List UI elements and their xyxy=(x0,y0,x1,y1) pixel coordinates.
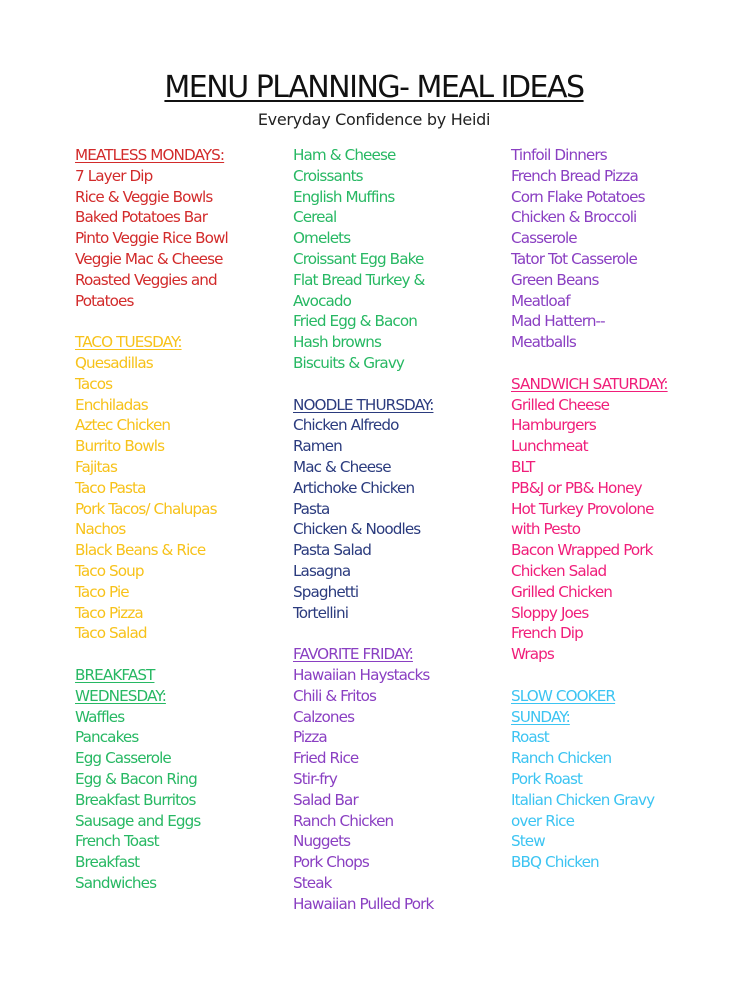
list-item: PB&J or PB& Honey xyxy=(511,478,642,497)
section-wednesday-continued xyxy=(293,145,433,374)
list-item: Cereal xyxy=(293,208,337,227)
section-monday xyxy=(75,145,228,311)
spacer xyxy=(293,623,433,644)
list-item: Meatloaf xyxy=(511,291,570,310)
list-item: Wraps xyxy=(511,645,554,664)
list-item: Baked Potatoes Bar xyxy=(75,208,208,227)
list-item: Chicken Salad xyxy=(511,561,607,580)
list-item: Taco Pasta xyxy=(75,478,146,497)
list-item: Breakfast Burritos xyxy=(75,790,196,809)
list-item: Sandwiches xyxy=(75,873,157,892)
spacer xyxy=(75,644,228,665)
list-item: Fried Egg & Bacon xyxy=(293,312,417,331)
list-item: English Muffins xyxy=(293,187,395,206)
list-item: Stir-fry xyxy=(293,769,337,788)
section-heading: NOODLE THURSDAY: xyxy=(293,395,434,414)
list-item: Pizza xyxy=(293,728,327,747)
list-item: Egg & Bacon Ring xyxy=(75,769,197,788)
list-item: Hash browns xyxy=(293,333,381,352)
list-item: Enchiladas xyxy=(75,395,148,414)
section-sunday xyxy=(511,686,668,873)
list-item: Meatballs xyxy=(511,333,576,352)
section-heading: SANDWICH SATURDAY: xyxy=(511,374,668,393)
list-item: Pork Roast xyxy=(511,769,583,788)
list-item: Mac & Cheese xyxy=(293,457,391,476)
list-item: Egg Casserole xyxy=(75,749,171,768)
list-item: Roast xyxy=(511,728,549,747)
section-tuesday xyxy=(75,332,228,644)
spacer xyxy=(511,353,668,374)
list-item: Croissants xyxy=(293,166,363,185)
list-item: Pinto Veggie Rice Bowl xyxy=(75,229,228,248)
list-item: BLT xyxy=(511,457,535,476)
list-item: Artichoke Chicken xyxy=(293,478,415,497)
column-2 xyxy=(293,145,433,914)
list-item: Casserole xyxy=(511,229,577,248)
list-item: Tortellini xyxy=(293,603,349,622)
list-item: Grilled Chicken xyxy=(511,582,613,601)
list-item: 7 Layer Dip xyxy=(75,166,153,185)
list-item: Taco Pie xyxy=(75,582,129,601)
list-item: Chicken Alfredo xyxy=(293,416,399,435)
list-item: Tinfoil Dinners xyxy=(511,146,607,164)
section-heading: SLOW COOKER xyxy=(511,686,616,705)
section-heading: BREAKFAST xyxy=(75,665,155,684)
list-item: Taco Pizza xyxy=(75,603,143,622)
list-item: Pasta Salad xyxy=(293,541,371,560)
spacer xyxy=(293,374,433,395)
list-item: Pasta xyxy=(293,499,330,518)
list-item: Ranch Chicken xyxy=(511,749,612,768)
section-heading: FAVORITE FRIDAY: xyxy=(293,645,413,664)
list-item: Fried Rice xyxy=(293,749,359,768)
spacer xyxy=(511,665,668,686)
section-heading: WEDNESDAY: xyxy=(75,686,166,705)
list-item: Tator Tot Casserole xyxy=(511,249,637,268)
section-heading: SUNDAY: xyxy=(511,707,570,726)
list-item: Quesadillas xyxy=(75,353,153,372)
list-item: Italian Chicken Gravy xyxy=(511,790,655,809)
list-item: Lunchmeat xyxy=(511,437,588,456)
list-item: French Toast xyxy=(75,832,159,851)
list-item: with Pesto xyxy=(511,520,581,539)
list-item: Hawaiian Haystacks xyxy=(293,665,430,684)
list-item: Bacon Wrapped Pork xyxy=(511,541,653,560)
list-item: Chicken & Noodles xyxy=(293,520,421,539)
list-item: Potatoes xyxy=(75,291,134,310)
list-item: Nachos xyxy=(75,520,126,539)
list-item: Green Beans xyxy=(511,270,599,289)
list-item: Black Beans & Rice xyxy=(75,541,206,560)
list-item: Lasagna xyxy=(293,561,351,580)
list-item: over Rice xyxy=(511,811,575,830)
page-title: MENU PLANNING- MEAL IDEAS xyxy=(164,70,584,105)
page-subtitle: Everyday Confidence by Heidi xyxy=(257,110,491,129)
section-wednesday xyxy=(75,665,228,894)
list-item: BBQ Chicken xyxy=(511,853,599,872)
section-saturday xyxy=(511,374,668,665)
list-item: Hawaiian Pulled Pork xyxy=(293,894,434,913)
list-item: Hot Turkey Provolone xyxy=(511,499,654,518)
list-item: Grilled Cheese xyxy=(511,395,610,414)
list-item: Veggie Mac & Cheese xyxy=(75,249,223,268)
list-item: Corn Flake Potatoes xyxy=(511,187,645,206)
list-item: Aztec Chicken xyxy=(75,416,171,435)
list-item: Rice & Veggie Bowls xyxy=(75,187,213,206)
list-item: French Bread Pizza xyxy=(511,166,638,185)
section-thursday xyxy=(293,395,433,624)
list-item: Avocado xyxy=(293,291,352,310)
list-item: Croissant Egg Bake xyxy=(293,249,424,268)
list-item: Biscuits & Gravy xyxy=(293,353,405,372)
list-item: Hamburgers xyxy=(511,416,596,435)
spacer xyxy=(75,311,228,332)
section-friday-continued xyxy=(511,145,668,353)
list-item: Ranch Chicken xyxy=(293,811,394,830)
list-item: Stew xyxy=(511,832,545,851)
column-1 xyxy=(75,145,228,894)
section-heading: MEATLESS MONDAYS: xyxy=(75,146,225,164)
list-item: Salad Bar xyxy=(293,790,358,809)
list-item: Ham & Cheese xyxy=(293,146,396,164)
list-item: Taco Soup xyxy=(75,561,144,580)
list-item: Breakfast xyxy=(75,853,140,872)
list-item: Taco Salad xyxy=(75,624,147,643)
list-item: Ramen xyxy=(293,437,342,456)
list-item: Calzones xyxy=(293,707,355,726)
list-item: Roasted Veggies and xyxy=(75,270,217,289)
list-item: Steak xyxy=(293,873,332,892)
column-3 xyxy=(511,145,668,873)
list-item: Fajitas xyxy=(75,457,117,476)
list-item: Nuggets xyxy=(293,832,351,851)
section-heading: TACO TUESDAY: xyxy=(75,333,182,352)
list-item: Waffles xyxy=(75,707,125,726)
list-item: Omelets xyxy=(293,229,351,248)
list-item: Sausage and Eggs xyxy=(75,811,201,830)
list-item: Pork Tacos/ Chalupas xyxy=(75,499,217,518)
list-item: Spaghetti xyxy=(293,582,359,601)
list-item: Burrito Bowls xyxy=(75,437,165,456)
list-item: Sloppy Joes xyxy=(511,603,589,622)
list-item: Flat Bread Turkey & xyxy=(293,270,425,289)
list-item: Chili & Fritos xyxy=(293,686,377,705)
list-item: Pork Chops xyxy=(293,853,369,872)
list-item: Tacos xyxy=(75,374,113,393)
list-item: Chicken & Broccoli xyxy=(511,208,637,227)
list-item: Mad Hattern-- xyxy=(511,312,605,331)
list-item: French Dip xyxy=(511,624,583,643)
list-item: Pancakes xyxy=(75,728,139,747)
section-friday xyxy=(293,644,433,914)
